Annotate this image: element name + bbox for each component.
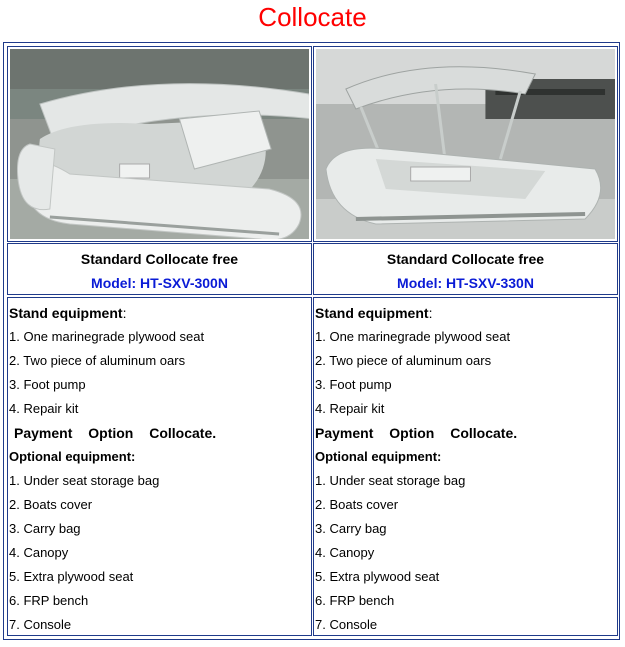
optional-item-left: 5. Extra plywood seat: [9, 569, 134, 584]
stand-equipment-heading-right: Stand equipment:: [315, 305, 433, 321]
payment-option-right: Payment Option Collocate.: [315, 425, 518, 441]
boat-photo-right: [316, 49, 615, 239]
photo-cell-right: [313, 46, 618, 242]
stand-item-left: 3. Foot pump: [9, 377, 86, 392]
stand-item-left: 1. One marinegrade plywood seat: [9, 329, 205, 344]
payment-option-left: Payment Option Collocate.: [14, 425, 217, 441]
optional-item-right: 2. Boats cover: [315, 497, 399, 512]
stand-equipment-heading-left: Stand equipment:: [9, 305, 127, 321]
boat-photo-svg-left: [10, 49, 309, 239]
stand-item-right: 1. One marinegrade plywood seat: [315, 329, 511, 344]
photo-cell-left: [7, 46, 312, 242]
optional-equipment-heading-right: Optional equipment:: [315, 449, 442, 464]
header-cell-left: [7, 243, 312, 295]
optional-item-left: 6. FRP bench: [9, 593, 89, 608]
optional-item-right: 7. Console: [315, 617, 378, 632]
optional-item-right: 3. Carry bag: [315, 521, 387, 536]
boat-photo-left: [10, 49, 309, 239]
optional-item-right: 5. Extra plywood seat: [315, 569, 440, 584]
optional-item-left: 1. Under seat storage bag: [9, 473, 160, 488]
optional-item-left: 7. Console: [9, 617, 72, 632]
optional-item-left: 4. Canopy: [9, 545, 69, 560]
standard-label-left: Standard Collocate free: [80, 251, 239, 267]
product-table: [3, 42, 620, 640]
model-label-left: Model: HT-SXV-300N: [91, 275, 228, 291]
optional-item-right: 6. FRP bench: [315, 593, 395, 608]
optional-item-left: 3. Carry bag: [9, 521, 81, 536]
equipment-cell-left: [7, 297, 312, 636]
standard-label-right: Standard Collocate free: [386, 251, 545, 267]
stand-item-left: 2. Two piece of aluminum oars: [9, 353, 186, 368]
stand-item-left: 4. Repair kit: [9, 401, 79, 416]
header-cell-right: [313, 243, 618, 295]
optional-item-right: 1. Under seat storage bag: [315, 473, 466, 488]
stand-item-right: 2. Two piece of aluminum oars: [315, 353, 492, 368]
model-label-right: Model: HT-SXV-330N: [397, 275, 534, 291]
optional-equipment-heading-left: Optional equipment:: [9, 449, 136, 464]
boat-photo-svg-right: [316, 49, 615, 239]
optional-item-right: 4. Canopy: [315, 545, 375, 560]
equipment-cell-right: [313, 297, 618, 636]
page-title: Collocate: [258, 2, 367, 32]
stand-item-right: 4. Repair kit: [315, 401, 385, 416]
optional-item-left: 2. Boats cover: [9, 497, 93, 512]
stand-item-right: 3. Foot pump: [315, 377, 392, 392]
